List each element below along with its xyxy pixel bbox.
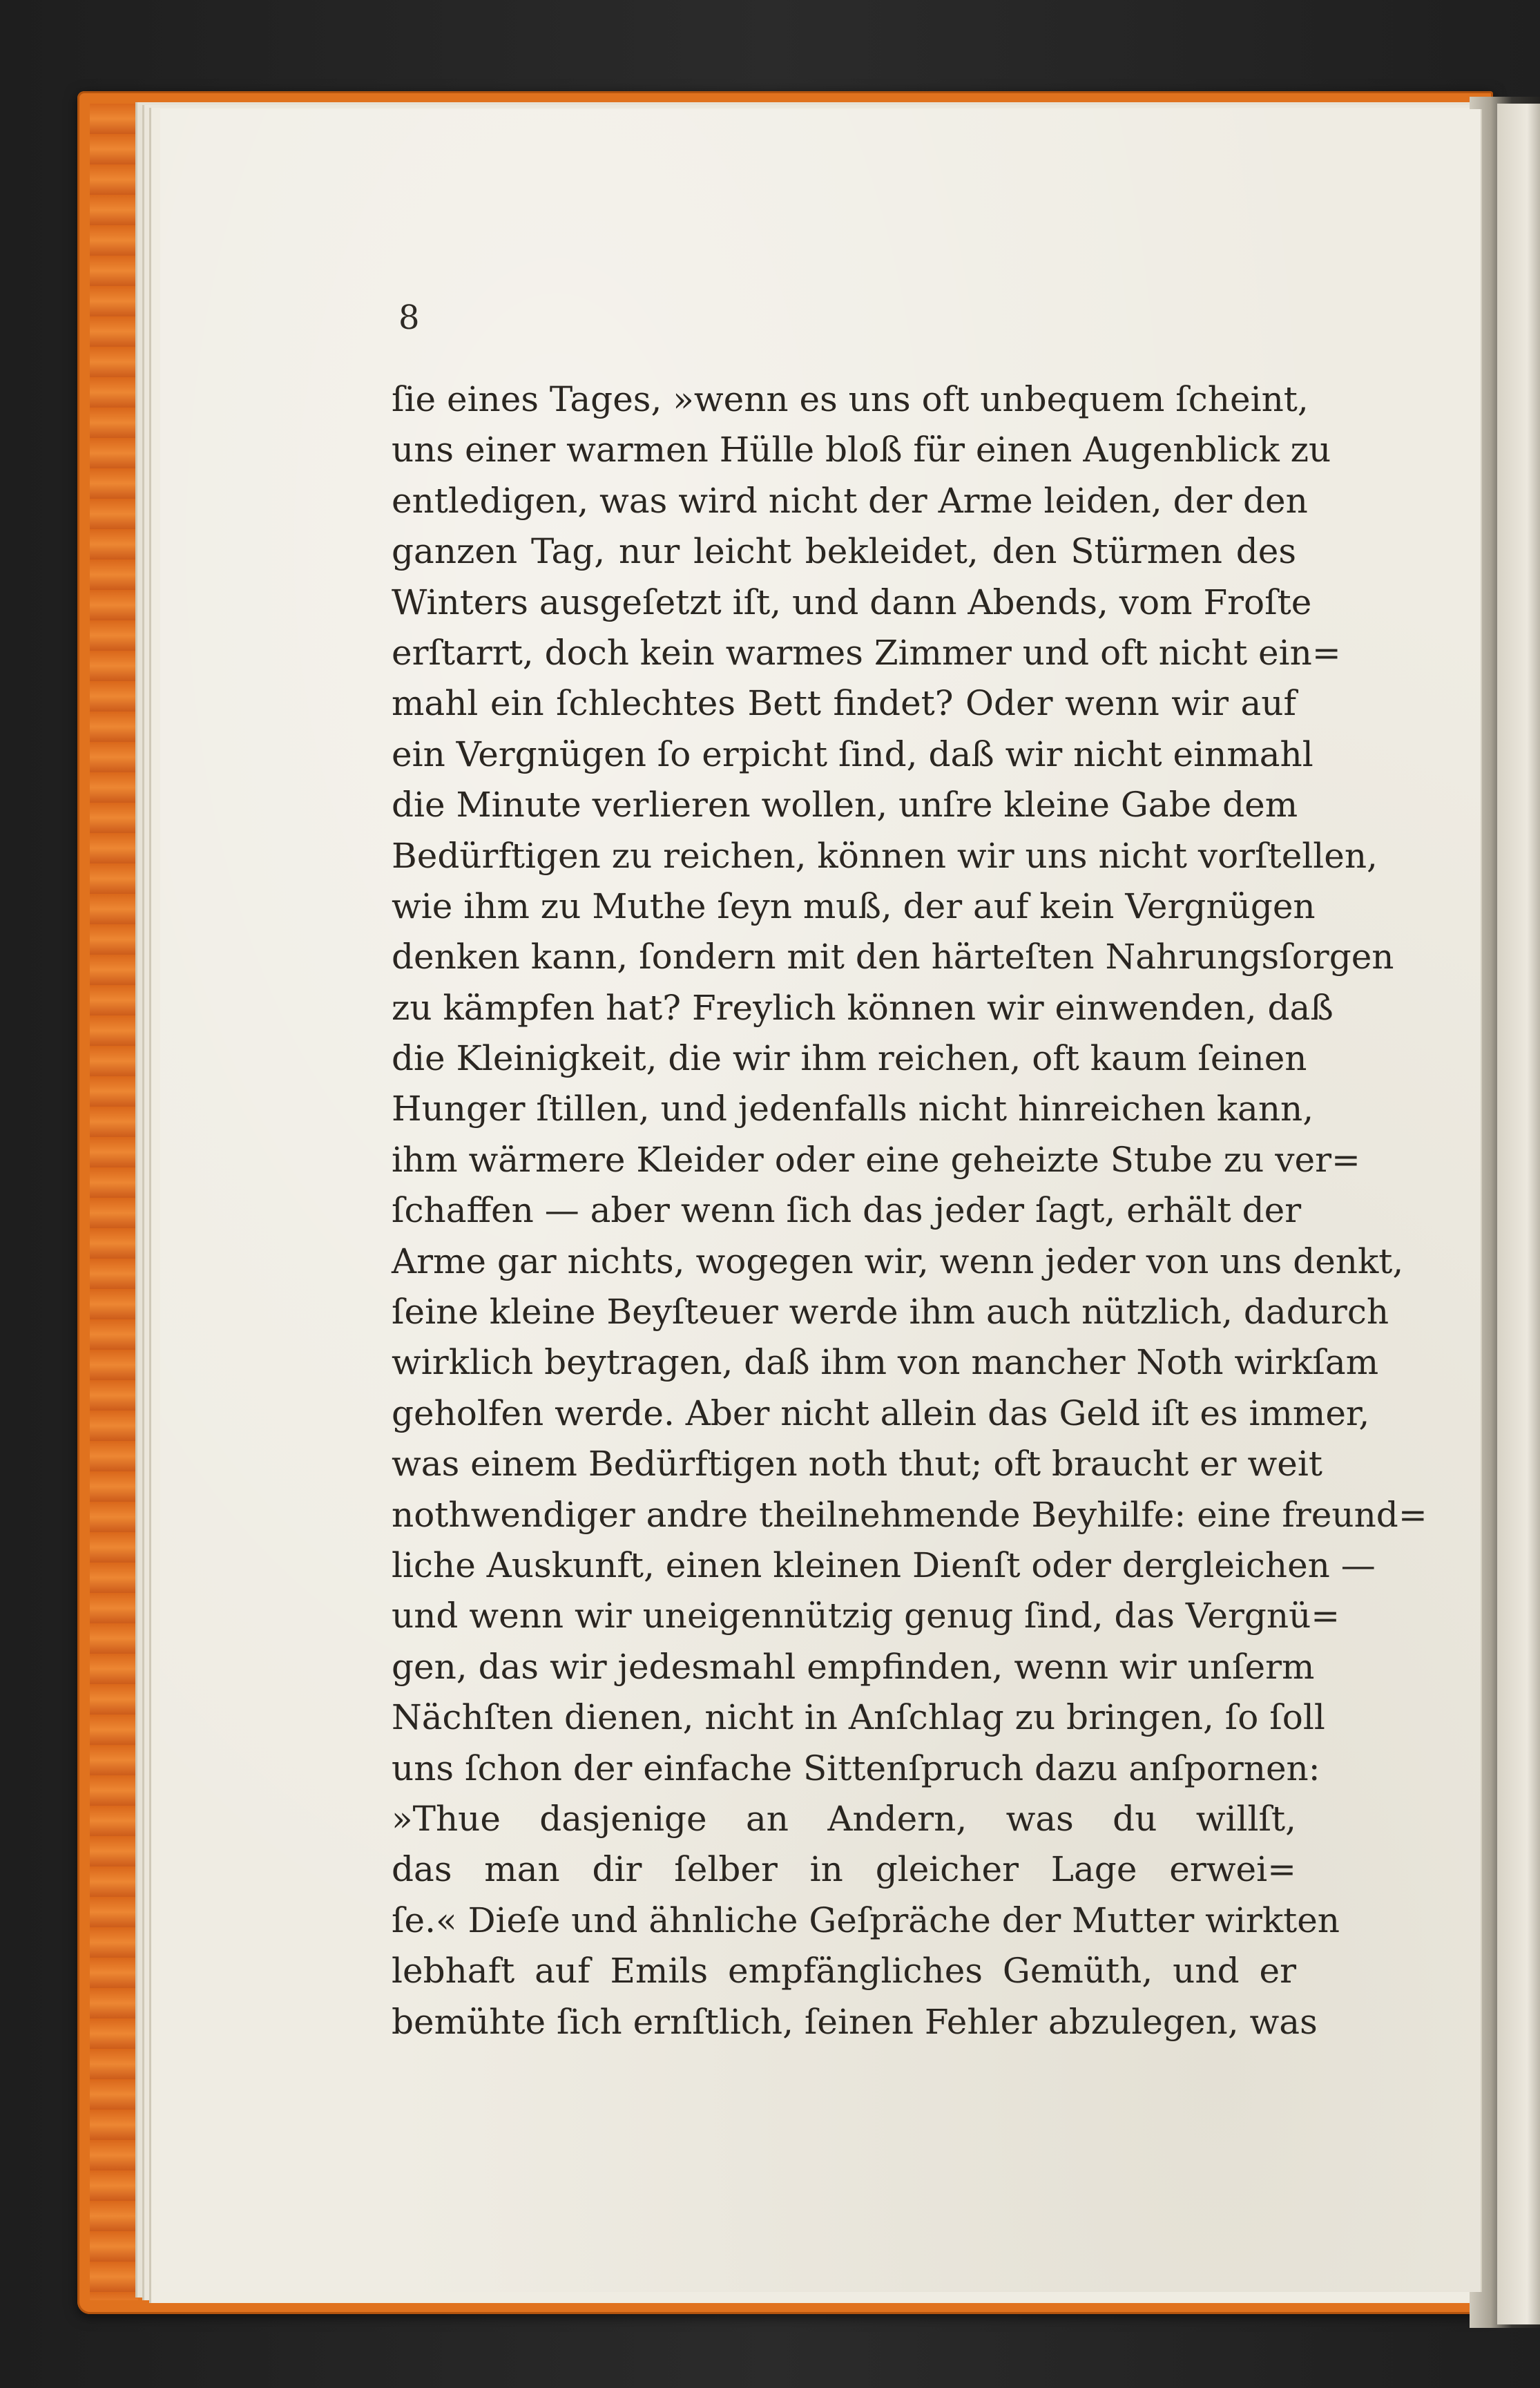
text-line: ihm wärmere Kleider oder eine geheizte Stube zu ver= — [392, 1139, 1360, 1180]
text-line: ſe.« Dieſe und ähnliche Geſpräche der Mutter wirkten — [392, 1900, 1340, 1940]
text-line: bemühte ſich ernſtlich, ſeinen Fehler abzulegen, was — [392, 2001, 1318, 2042]
text-line: ganzen Tag, nur leicht bekleidet, den Stürmen des — [392, 531, 1296, 572]
text-line: nothwendiger andre theilnehmende Beyhilfe: eine freund= — [392, 1494, 1427, 1535]
text-line: Winters ausgeſetzt iſt, und dann Abends, vom Froſte — [392, 582, 1312, 622]
text-line: mahl ein ſchlechtes Bett findet? Oder wenn wir auf — [392, 683, 1296, 724]
text-line: liche Auskunft, einen kleinen Dienſt oder dergleichen — — [392, 1545, 1376, 1585]
text-line: Hunger ſtillen, und jedenfalls nicht hinreichen kann, — [392, 1089, 1314, 1129]
text-line: erſtarrt, doch kein warmes Zimmer und oft nicht ein= — [392, 632, 1341, 673]
text-line: wie ihm zu Muthe ſeyn muß, der auf kein Vergnügen — [392, 886, 1316, 926]
text-line: die Minute verlieren wollen, unſre kleine Gabe dem — [392, 785, 1298, 825]
text-line: denken kann, ſondern mit den härteſten Nahrungsſorgen — [392, 937, 1394, 977]
text-line: uns ſchon der einfache Sittenſpruch dazu anſpornen: — [392, 1748, 1320, 1788]
text-line: »Thue dasjenige an Andern, was du willſt, — [392, 1798, 1296, 1839]
text-line: wirklich beytragen, daß ihm von mancher Noth wirkſam — [392, 1342, 1379, 1383]
page-number: 8 — [398, 298, 420, 337]
body-text — [392, 374, 1427, 2047]
text-line: lebhaft auf Emils empfängliches Gemüth, und er — [392, 1951, 1296, 1991]
text-line: und wenn wir uneigennützig genug ſind, das Vergnü= — [392, 1596, 1340, 1636]
text-line: das man dir ſelber in gleicher Lage erwei= — [392, 1849, 1296, 1890]
text-line: uns einer warmen Hülle bloß für einen Augenblick zu — [392, 430, 1331, 470]
text-line: Nächſten dienen, nicht in Anſchlag zu bringen, ſo ſoll — [392, 1697, 1325, 1738]
text-line: gen, das wir jedesmahl empfinden, wenn wir unſerm — [392, 1646, 1315, 1687]
text-line: geholfen werde. Aber nicht allein das Geld iſt es immer, — [392, 1393, 1370, 1433]
text-line: ſie eines Tages, »wenn es uns oft unbequem ſcheint, — [392, 379, 1309, 419]
facing-page-edge — [1497, 104, 1540, 2324]
text-line: ſeine kleine Beyſteuer werde ihm auch nützlich, dadurch — [392, 1292, 1389, 1332]
text-line: entledigen, was wird nicht der Arme leiden, der den — [392, 480, 1308, 521]
text-line: ſchaffen — aber wenn ſich das jeder ſagt, erhält der — [392, 1190, 1302, 1231]
text-line: zu kämpfen hat? Freylich können wir einwenden, daß — [392, 987, 1334, 1028]
text-line: Arme gar nichts, wogegen wir, wenn jeder von uns denkt, — [392, 1241, 1404, 1281]
text-line: was einem Bedürftigen noth thut; oft braucht er weit — [392, 1444, 1322, 1484]
text-line: die Kleinigkeit, die wir ihm reichen, oft kaum ſeinen — [392, 1038, 1307, 1079]
text-line: Bedürftigen zu reichen, können wir uns nicht vorſtellen, — [392, 835, 1378, 876]
text-line: ein Vergnügen ſo erpicht ſind, daß wir nicht einmahl — [392, 734, 1313, 774]
cover-marbled-edge — [90, 104, 138, 2300]
